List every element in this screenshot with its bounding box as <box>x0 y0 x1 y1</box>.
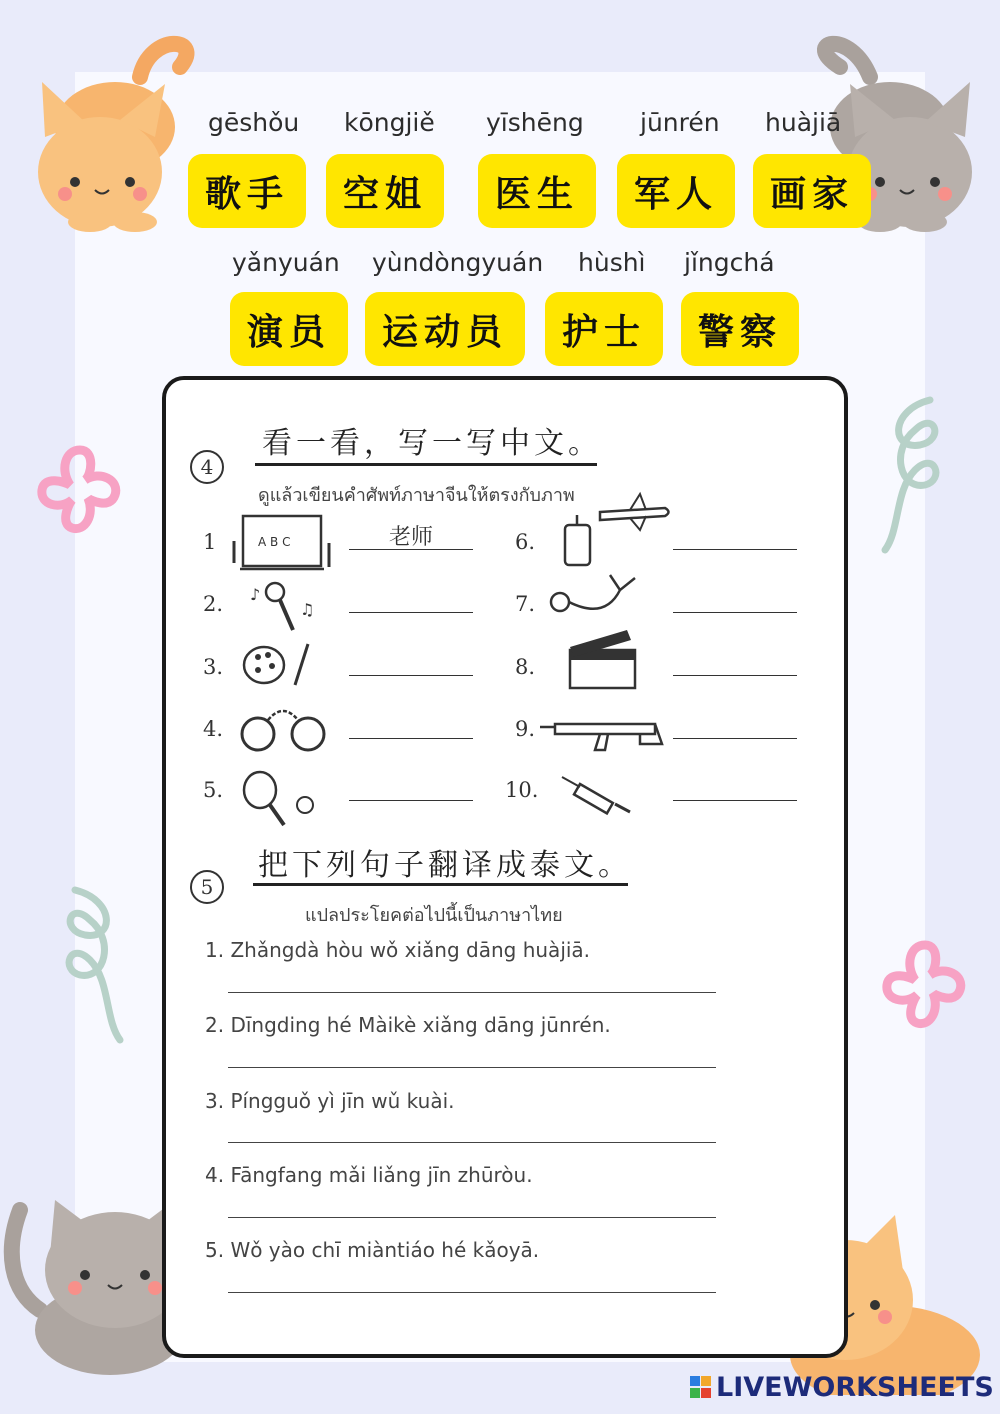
answer-line[interactable] <box>673 612 797 613</box>
translation-line[interactable] <box>228 1292 716 1293</box>
answer-line[interactable] <box>349 612 473 613</box>
section-title: 看一看，写一写中文。 <box>262 426 602 461</box>
vocab-pinyin: jūnrén <box>640 108 720 137</box>
item-number: 10. <box>505 778 539 802</box>
vocab-pinyin: kōngjiě <box>344 108 435 137</box>
microphone-icon <box>245 580 320 635</box>
item-number: 9. <box>515 717 536 741</box>
answer-text: 老师 <box>388 525 433 550</box>
svg-text:♪: ♪ <box>250 585 261 604</box>
svg-text:♫: ♫ <box>300 600 315 619</box>
vocab-card[interactable]: 警察 <box>681 292 799 366</box>
handcuffs-icon <box>238 702 330 754</box>
pink-flower-left-icon <box>30 440 130 540</box>
green-squiggle-left-icon <box>55 880 125 1050</box>
vocab-pinyin: huàjiā <box>765 108 842 137</box>
clapperboard-icon <box>565 625 645 693</box>
vocab-pinyin: yǎnyuán <box>232 248 340 277</box>
liveworksheets-logo-icon <box>690 1376 712 1400</box>
vocab-card[interactable]: 军人 <box>617 154 735 228</box>
orange-cat-top-left-icon <box>30 22 200 232</box>
answer-line[interactable] <box>673 738 797 739</box>
vocab-card[interactable]: 医生 <box>478 154 596 228</box>
answer-line[interactable] <box>673 800 797 801</box>
rifle-icon <box>540 712 665 752</box>
section-title: 把下列句子翻译成泰文。 <box>258 848 632 883</box>
pink-flower-right-icon <box>875 935 975 1035</box>
syringe-icon <box>560 772 635 817</box>
translation-line[interactable] <box>228 1067 716 1068</box>
answer-line[interactable] <box>349 675 473 676</box>
answer-line[interactable] <box>673 549 797 550</box>
tennis-racket-icon <box>240 770 320 828</box>
stethoscope-icon <box>545 570 645 625</box>
green-squiggle-right-icon <box>880 390 950 560</box>
answer-line[interactable] <box>349 549 473 550</box>
vocab-pinyin: hùshì <box>578 248 646 277</box>
sentence-item: 3. Píngguǒ yì jīn wǔ kuài. <box>205 1089 455 1113</box>
title-underline <box>253 883 628 886</box>
vocab-pinyin: gēshǒu <box>208 108 300 137</box>
section-instruction: ดูแล้วเขียนคำศัพท์ภาษาจีนให้ตรงกับภาพ <box>258 485 575 506</box>
item-number: 2. <box>203 592 224 616</box>
chalkboard-icon <box>228 513 338 573</box>
section-number: 4 <box>190 450 224 484</box>
airplane-suitcase-icon <box>560 490 675 575</box>
vocab-card[interactable]: 歌手 <box>188 154 306 228</box>
section-instruction: แปลประโยคต่อไปนี้เป็นภาษาไทย <box>305 905 563 926</box>
section-number: 5 <box>190 870 224 904</box>
vocab-card[interactable]: 护士 <box>545 292 663 366</box>
vocab-pinyin: yùndòngyuán <box>372 248 544 277</box>
vocab-card[interactable]: 空姐 <box>326 154 444 228</box>
vocab-card[interactable]: 画家 <box>753 154 871 228</box>
vocab-pinyin: jǐngchá <box>684 248 775 277</box>
translation-line[interactable] <box>228 1142 716 1143</box>
title-underline <box>255 463 597 466</box>
sentence-item: 4. Fāngfang mǎi liǎng jīn zhūròu. <box>205 1163 533 1187</box>
liveworksheets-logo[interactable] <box>690 1372 994 1403</box>
item-number: 3. <box>203 655 224 679</box>
item-number: 8. <box>515 655 536 679</box>
item-number: 4. <box>203 717 224 741</box>
vocab-pinyin: yīshēng <box>486 108 584 137</box>
item-number: 7. <box>515 592 536 616</box>
item-number: 6. <box>515 530 536 554</box>
translation-line[interactable] <box>228 992 716 993</box>
svg-text:A B C: A B C <box>258 535 291 549</box>
answer-line[interactable] <box>349 800 473 801</box>
translation-line[interactable] <box>228 1217 716 1218</box>
item-number: 5. <box>203 778 224 802</box>
sentence-item: 5. Wǒ yào chī miàntiáo hé kǎoyā. <box>205 1238 540 1262</box>
logo-text: LIVEWORKSHEETS <box>716 1372 994 1403</box>
sentence-item: 2. Dīngding hé Màikè xiǎng dāng jūnrén. <box>205 1013 611 1037</box>
answer-line[interactable] <box>349 738 473 739</box>
answer-line[interactable] <box>673 675 797 676</box>
sentence-item: 1. Zhǎngdà hòu wǒ xiǎng dāng huàjiā. <box>205 938 591 962</box>
paint-palette-icon <box>240 640 320 690</box>
vocab-card[interactable]: 运动员 <box>365 292 525 366</box>
item-number: 1 <box>203 530 217 554</box>
vocab-card[interactable]: 演员 <box>230 292 348 366</box>
